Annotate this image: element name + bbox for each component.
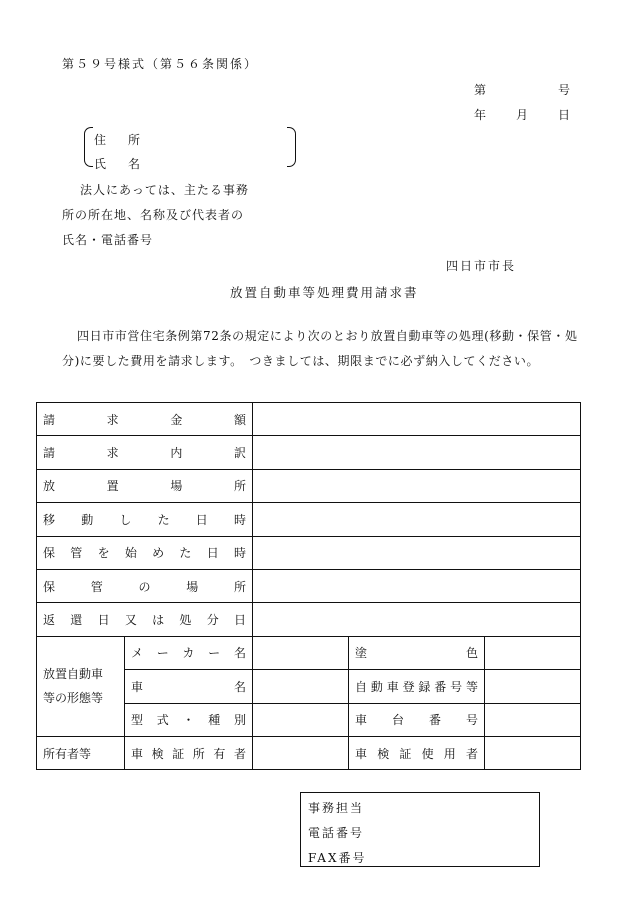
issuer: 四日市市長 [446, 259, 517, 273]
table-row [37, 436, 581, 469]
table-row [37, 569, 581, 602]
location-value-cell[interactable] [253, 469, 581, 502]
chassis-value-cell[interactable] [485, 703, 581, 736]
car-name-label: 車名 [125, 670, 253, 703]
model-value-cell[interactable] [253, 703, 349, 736]
row-label: 放置場所 [37, 469, 253, 502]
name-label: 氏名 [94, 157, 163, 171]
breakdown-value-cell[interactable] [253, 436, 581, 469]
owner-group-label: 所有者等 [37, 736, 125, 769]
storage-place-value-cell[interactable] [253, 569, 581, 602]
doc-number-prefix: 第 [474, 83, 487, 97]
document-title: 放置自動車等処理費用請求書 [230, 285, 419, 300]
corporate-note-line2: 所の所在地、名称及び代表者の [62, 208, 245, 222]
certificate-owner-label: 車検証所有者 [125, 736, 253, 769]
row-label: 移動した日時 [37, 503, 253, 536]
table-row [37, 503, 581, 536]
vehicle-group-label: 放置自動車 等の形態等 [37, 636, 125, 736]
certificate-user-label: 車検証使用者 [349, 736, 485, 769]
maker-label: メーカー名 [125, 636, 253, 669]
fax-label: FAX番号 [308, 851, 367, 865]
certificate-user-value-cell[interactable] [485, 736, 581, 769]
claim-table [36, 402, 581, 770]
staff-label: 事務担当 [308, 801, 365, 815]
table-row [37, 603, 581, 636]
row-label: 返還日又は処分日 [37, 603, 253, 636]
row-label: 保管を始めた日時 [37, 536, 253, 569]
phone-label: 電話番号 [308, 826, 365, 840]
form-number: 第５９号様式（第５６条関係） [62, 57, 259, 71]
model-label: 型式・種別 [125, 703, 253, 736]
table-row [37, 536, 581, 569]
row-label: 請求内訳 [37, 436, 253, 469]
row-label: 保管の場所 [37, 569, 253, 602]
contact-box [300, 792, 540, 867]
date-month: 月 [516, 108, 529, 122]
color-value-cell[interactable] [485, 636, 581, 669]
table-row [37, 469, 581, 502]
registration-value-cell[interactable] [485, 670, 581, 703]
amount-value-cell[interactable] [253, 403, 581, 436]
maker-value-cell[interactable] [253, 636, 349, 669]
certificate-owner-value-cell[interactable] [253, 736, 349, 769]
table-row [37, 636, 581, 669]
storage-start-value-cell[interactable] [253, 536, 581, 569]
right-bracket [287, 127, 296, 167]
car-name-value-cell[interactable] [253, 670, 349, 703]
doc-number-suffix: 号 [557, 83, 570, 97]
date-year: 年 [474, 108, 487, 122]
registration-label: 自動車登録番号等 [349, 670, 485, 703]
date-day: 日 [557, 108, 570, 122]
body-text: 四日市市営住宅条例第72条の規定により次のとおり放置自動車等の処理(移動・保管・処分)に要した費用を請求します。 つきましては、期限までに必ず納入してください。 [62, 329, 578, 368]
left-bracket [84, 127, 93, 167]
corporate-note-line1: 法人にあっては、主たる事務 [80, 183, 249, 197]
corporate-note-line3: 氏名・電話番号 [62, 233, 154, 247]
address-label: 住所 [94, 133, 163, 147]
chassis-label: 車台番号 [349, 703, 485, 736]
document-number-line [474, 81, 570, 98]
return-date-value-cell[interactable] [253, 603, 581, 636]
row-label: 請求金額 [37, 403, 253, 436]
moved-datetime-value-cell[interactable] [253, 503, 581, 536]
table-row [37, 403, 581, 436]
table-row [37, 736, 581, 769]
color-label: 塗色 [349, 636, 485, 669]
date-line [474, 106, 570, 123]
